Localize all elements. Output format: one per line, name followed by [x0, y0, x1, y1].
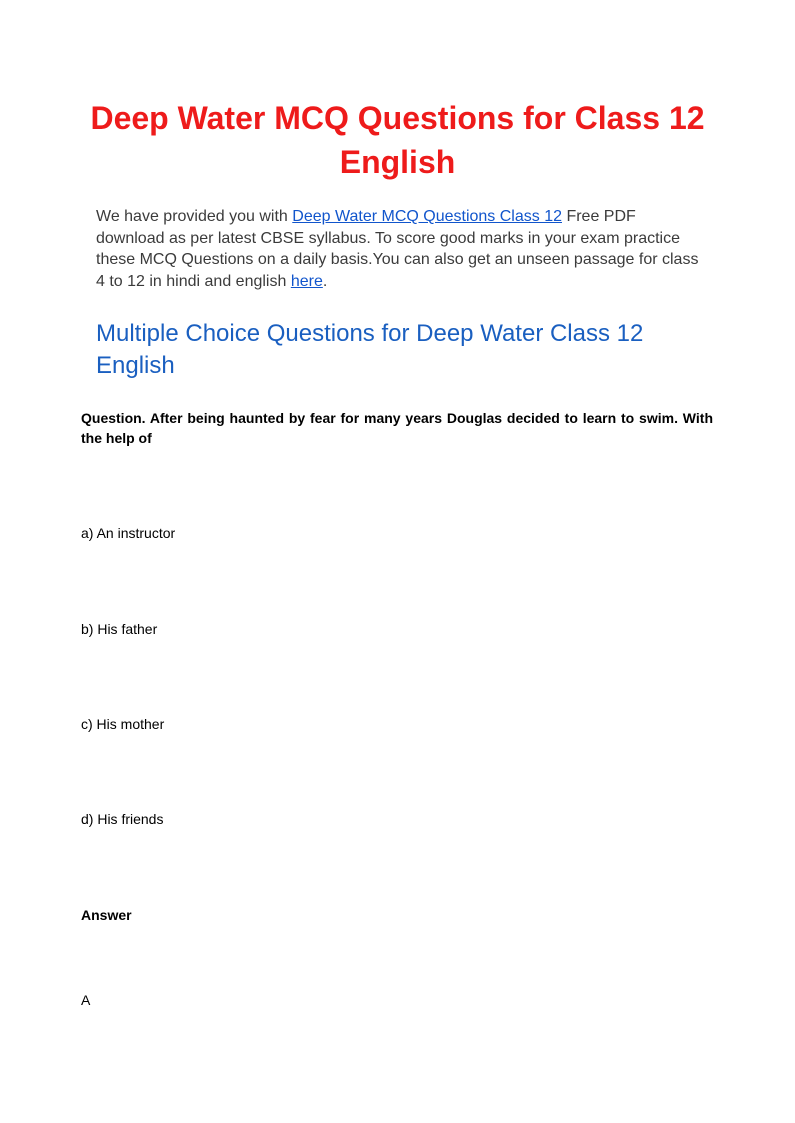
- answer-value: A: [81, 992, 91, 1008]
- intro-text-end: .: [322, 272, 328, 290]
- answer-label: Answer: [81, 907, 132, 923]
- page-title: Deep Water MCQ Questions for Class 12 English: [90, 100, 705, 180]
- option-d: d) His friends: [81, 811, 164, 827]
- option-b: b) His father: [81, 621, 158, 637]
- deep-water-mcq-link[interactable]: Deep Water MCQ Questions Class 12: [292, 208, 562, 225]
- intro-text-start: We have provided you with: [96, 208, 293, 225]
- section-heading: Multiple Choice Questions for Deep Water Class 12 English: [96, 320, 644, 379]
- intro-text-middle: Free PDF download as per latest CBSE syllabus. To score good marks in your exam practice these MCQ Questions on a daily basis.You can also get an unseen passage for class 4 to 12 in hindi and english: [96, 208, 699, 290]
- option-c: c) His mother: [81, 716, 165, 732]
- question-text: Question. After being haunted by fear for many years Douglas decided to learn to swim. With the help of: [81, 410, 713, 446]
- option-a: a) An instructor: [81, 525, 176, 541]
- unseen-passage-link[interactable]: here: [290, 272, 323, 290]
- intro-paragraph: [96, 206, 708, 292]
